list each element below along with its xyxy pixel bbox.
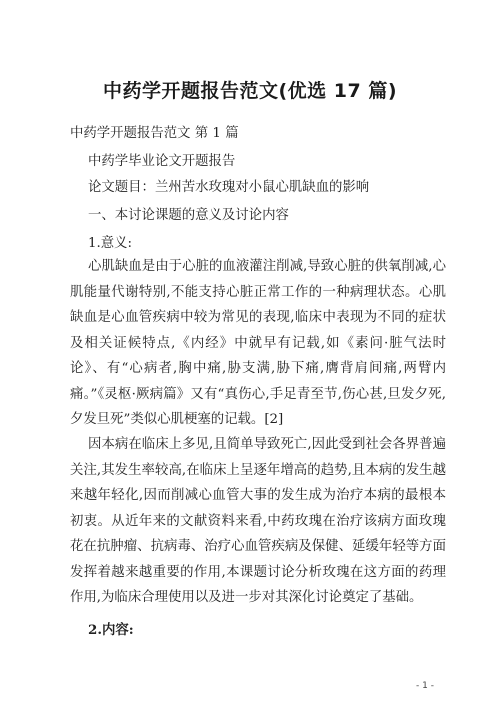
meaning-heading: 1.意义: [88, 236, 133, 251]
paragraph-text: 因本病在临床上多见,且简单导致死亡,因此受到社会各界普遍关注,其发生率较高,在临床上呈逐年增高的趋势,且本病的发生越来越年轻化,因而削减心血管大事的发生成为治疗本病的最根本初衷。从近年来的文献资料来看,中药玫瑰在治疗该病方面玫瑰花在抗肿瘤、抗病毒、治疗心血管疾病及保健、延缓年轻等方面发挥着越来越重要的作用,本课题讨论分析玫瑰在这方面的药理作用,为临床合理使用以及进一步对其深化讨论奠定了基础。 [70, 437, 446, 605]
paragraph-text: 心肌缺血是由于心脏的血液灌注削减,导致心脏的供氧削减,心肌能量代谢特别,不能支持心脏正常工作的一种病理状态。心肌缺血是心血管疾病中较为常见的表现,临床中表现为不同的症状及相关证候特点,《内经》中就早有记载,如《素问·脏气法时论》、有“心病者,胸中痛,胁支满,胁下痛,膺背肩间痛,两臂内痛。”《灵枢·厥病篇》又有“真伤心,手足青至节,伤心甚,旦发夕死,夕发旦死”类似心肌梗塞的记载。[2] [70, 259, 446, 427]
document-subtitle: 中药学开题报告范文 第 1 篇 [70, 126, 239, 141]
content-heading: 2.内容: [88, 622, 134, 638]
section-heading: 一、本讨论课题的意义及讨论内容 [88, 208, 289, 223]
thesis-label: 中药学毕业论文开题报告 [88, 154, 236, 169]
topic-line: 论文题目：兰州苦水玫瑰对小鼠心肌缺血的影响 [88, 180, 370, 195]
page-title: 中药学开题报告范文(优选 17 篇) [102, 80, 398, 102]
paragraph-background [70, 432, 446, 611]
page-number: - 1 - [416, 681, 434, 691]
paragraph-significance [70, 254, 446, 433]
